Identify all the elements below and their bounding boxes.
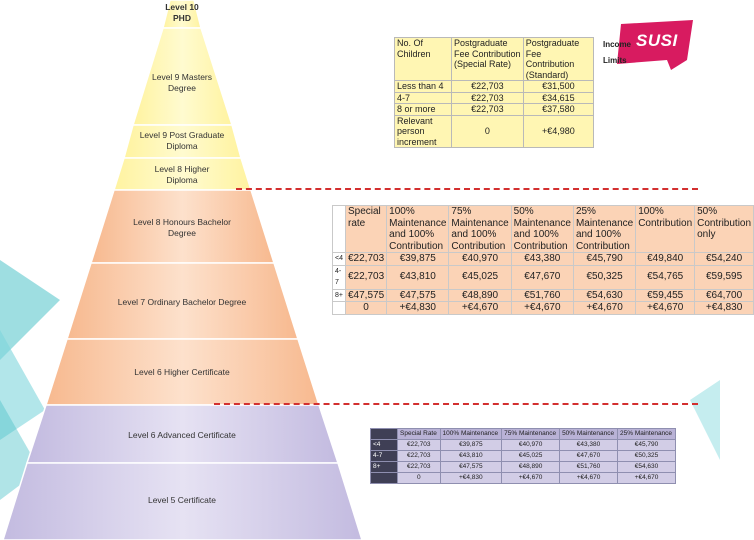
value-cell: €54,765	[636, 265, 695, 289]
row-label: 8+	[371, 462, 398, 473]
value-cell: 0	[345, 302, 386, 315]
row-label: 4-7	[371, 451, 398, 462]
table-row	[333, 253, 754, 266]
value-cell: €59,455	[636, 289, 695, 302]
value-cell: +€4,830	[387, 302, 449, 315]
header-cell: Postgraduate Fee Contribution (Special Rate)	[452, 38, 524, 81]
row-label: 8+	[333, 289, 346, 302]
level-10-label: Level 10 PHD	[165, 2, 199, 23]
value-cell: €22,703	[452, 81, 524, 93]
value-cell: €22,703	[345, 253, 386, 266]
value-cell: €43,810	[387, 265, 449, 289]
table-row	[395, 115, 594, 148]
value-cell: €22,703	[398, 462, 441, 473]
value-cell: €40,970	[502, 440, 560, 451]
value-cell: €54,240	[695, 253, 754, 266]
value-cell: +€4,980	[523, 115, 593, 148]
level-5-label: Level 5 Certificate	[147, 495, 217, 505]
header-cell: 100% Maintenance	[440, 429, 502, 440]
value-cell: +€4,830	[440, 473, 502, 484]
header-cell: No. Of Children	[395, 38, 452, 81]
header-cell: 25% Maintenance and 100% Contribution	[573, 206, 635, 253]
value-cell: €47,575	[440, 462, 502, 473]
value-cell: €51,760	[560, 462, 618, 473]
value-cell: €59,595	[695, 265, 754, 289]
table-row	[395, 81, 594, 93]
value-cell: €47,670	[560, 451, 618, 462]
value-cell: €48,890	[502, 462, 560, 473]
table-row	[371, 462, 676, 473]
value-cell: €39,875	[440, 440, 502, 451]
value-cell: 0	[398, 473, 441, 484]
header-cell: 50% Maintenance and 100% Contribution	[511, 206, 573, 253]
value-cell: €43,810	[440, 451, 502, 462]
table-row	[371, 440, 676, 451]
header-cell: Special rate	[345, 206, 386, 253]
header-cell: 50% Contribution only	[695, 206, 754, 253]
income-label: Income	[603, 40, 632, 49]
value-cell: €47,575	[387, 289, 449, 302]
table-row	[395, 104, 594, 116]
header-cell: Special Rate	[398, 429, 441, 440]
level-9-pgdip-label: Level 9 Post Graduate Diploma	[139, 130, 225, 151]
level-8-higherdip-label: Level 8 Higher Diploma	[154, 164, 210, 185]
row-label: Less than 4	[395, 81, 452, 93]
value-cell: €22,703	[398, 451, 441, 462]
row-label: Relevant person increment	[395, 115, 452, 148]
value-cell: +€4,670	[636, 302, 695, 315]
row-label	[333, 302, 346, 315]
table-header-row	[371, 429, 676, 440]
value-cell: €22,703	[452, 92, 524, 104]
value-cell: €54,630	[573, 289, 635, 302]
level-8-honours-label: Level 8 Honours Bachelor Degree	[133, 217, 231, 238]
value-cell: €49,840	[636, 253, 695, 266]
value-cell: €45,025	[502, 451, 560, 462]
table-row	[333, 265, 754, 289]
level-9-masters-label: Level 9 Masters Degree	[152, 72, 212, 93]
header-cell: Postgraduate Fee Contribution (Standard)	[523, 38, 593, 81]
income-limits-caption	[603, 37, 631, 69]
header-cell	[333, 206, 346, 253]
header-cell: 100% Maintenance and 100% Contribution	[387, 206, 449, 253]
row-label: 4-7	[333, 265, 346, 289]
value-cell: €34,615	[523, 92, 593, 104]
value-cell: €51,760	[511, 289, 573, 302]
value-cell: €22,703	[452, 104, 524, 116]
value-cell: €31,500	[523, 81, 593, 93]
row-label: <4	[371, 440, 398, 451]
table-header-row	[333, 206, 754, 253]
value-cell: €45,025	[449, 265, 511, 289]
value-cell: €22,703	[398, 440, 441, 451]
value-cell: +€4,670	[618, 473, 676, 484]
value-cell: +€4,670	[449, 302, 511, 315]
header-cell: 75% Maintenance and 100% Contribution	[449, 206, 511, 253]
value-cell: €45,790	[573, 253, 635, 266]
further-education-income-table	[370, 428, 676, 484]
header-cell: 50% Maintenance	[560, 429, 618, 440]
limits-label: Limits	[603, 56, 627, 65]
value-cell: €43,380	[560, 440, 618, 451]
level-7-label: Level 7 Ordinary Bachelor Degree	[117, 297, 247, 307]
row-label: <4	[333, 253, 346, 266]
value-cell: €48,890	[449, 289, 511, 302]
table-header-row	[395, 38, 594, 81]
value-cell: €40,970	[449, 253, 511, 266]
value-cell: €45,790	[618, 440, 676, 451]
value-cell: €50,325	[618, 451, 676, 462]
value-cell: 0	[452, 115, 524, 148]
value-cell: €39,875	[387, 253, 449, 266]
value-cell: €50,325	[573, 265, 635, 289]
row-label	[371, 473, 398, 484]
value-cell: +€4,670	[502, 473, 560, 484]
value-cell: €43,380	[511, 253, 573, 266]
header-cell	[371, 429, 398, 440]
value-cell: +€4,670	[511, 302, 573, 315]
level-6-advanced-label: Level 6 Advanced Certificate	[128, 430, 236, 440]
value-cell: €37,580	[523, 104, 593, 116]
level-6-higher-label: Level 6 Higher Certificate	[134, 367, 230, 377]
value-cell: €47,670	[511, 265, 573, 289]
undergraduate-income-table	[332, 205, 754, 315]
divider-upper	[236, 188, 698, 190]
value-cell: +€4,670	[560, 473, 618, 484]
table-row	[371, 451, 676, 462]
value-cell: €47,575	[345, 289, 386, 302]
divider-lower	[214, 403, 698, 405]
row-label: 4-7	[395, 92, 452, 104]
value-cell: €22,703	[345, 265, 386, 289]
value-cell: €64,700	[695, 289, 754, 302]
table-row	[333, 289, 754, 302]
value-cell: +€4,670	[573, 302, 635, 315]
header-cell: 75% Maintenance	[502, 429, 560, 440]
table-row	[333, 302, 754, 315]
row-label: 8 or more	[395, 104, 452, 116]
table-row	[395, 92, 594, 104]
table-row	[371, 473, 676, 484]
susi-logo-text: SUSI	[636, 31, 678, 50]
value-cell: €54,630	[618, 462, 676, 473]
value-cell: +€4,830	[695, 302, 754, 315]
header-cell: 100% Contribution	[636, 206, 695, 253]
header-cell: 25% Maintenance	[618, 429, 676, 440]
postgraduate-income-table	[394, 37, 594, 148]
